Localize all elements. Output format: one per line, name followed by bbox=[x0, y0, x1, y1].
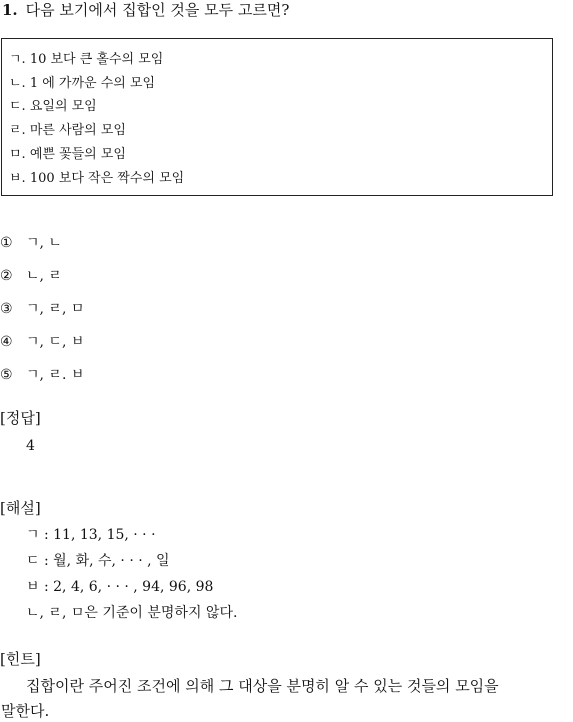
choice-mark: ③ bbox=[0, 301, 13, 317]
explanation-line: ㄷ : 월, 화, 수, · · · , 일 bbox=[26, 553, 170, 569]
box-item: ㄹ. 마른 사람의 모임 bbox=[9, 123, 126, 138]
box-item: ㄴ. 1 에 가까운 수의 모임 bbox=[9, 76, 156, 91]
question-number: 1. bbox=[2, 1, 18, 19]
explanation-label: [해설] bbox=[0, 499, 41, 517]
choice-4 bbox=[0, 332, 84, 352]
question-text: 다음 보기에서 집합인 것을 모두 고르면? bbox=[25, 1, 290, 19]
choice-3 bbox=[0, 299, 84, 319]
choice-text: ㄱ, ㄹ, ㅁ bbox=[26, 301, 85, 317]
box-item: ㅂ. 100 보다 작은 짝수의 모임 bbox=[9, 171, 185, 186]
options-box bbox=[1, 38, 553, 196]
explanation-line: ㄱ : 11, 13, 15, · · · bbox=[26, 527, 156, 543]
choice-1 bbox=[0, 233, 62, 253]
choice-text: ㄱ, ㄴ bbox=[26, 235, 62, 251]
choice-mark: ② bbox=[0, 268, 13, 284]
box-item: ㅁ. 예쁜 꽃들의 모임 bbox=[9, 147, 126, 162]
choice-text: ㄴ, ㄹ bbox=[26, 268, 62, 284]
explanation-line: ㅂ : 2, 4, 6, · · · , 94, 96, 98 bbox=[26, 579, 214, 595]
explanation-line: ㄴ, ㄹ, ㅁ은 기준이 분명하지 않다. bbox=[26, 605, 238, 621]
hint-text-line1: 집합이란 주어진 조건에 의해 그 대상을 분명히 알 수 있는 것들의 모임을 bbox=[26, 677, 499, 695]
choice-5 bbox=[0, 365, 84, 385]
box-item: ㄱ. 10 보다 큰 홀수의 모임 bbox=[9, 52, 164, 67]
choice-text: ㄱ, ㄹ. ㅂ bbox=[26, 367, 85, 383]
choice-2 bbox=[0, 266, 62, 286]
question-heading bbox=[2, 0, 289, 20]
choice-mark: ④ bbox=[0, 334, 13, 350]
answer-label: [정답] bbox=[0, 409, 41, 427]
box-item: ㄷ. 요일의 모임 bbox=[9, 99, 97, 114]
choice-text: ㄱ, ㄷ, ㅂ bbox=[26, 334, 85, 350]
hint-text-line2: 말한다. bbox=[1, 702, 50, 720]
hint-label: [힌트] bbox=[0, 650, 41, 668]
choice-mark: ⑤ bbox=[0, 367, 13, 383]
choice-mark: ① bbox=[0, 235, 13, 251]
answer-value: 4 bbox=[26, 438, 35, 454]
